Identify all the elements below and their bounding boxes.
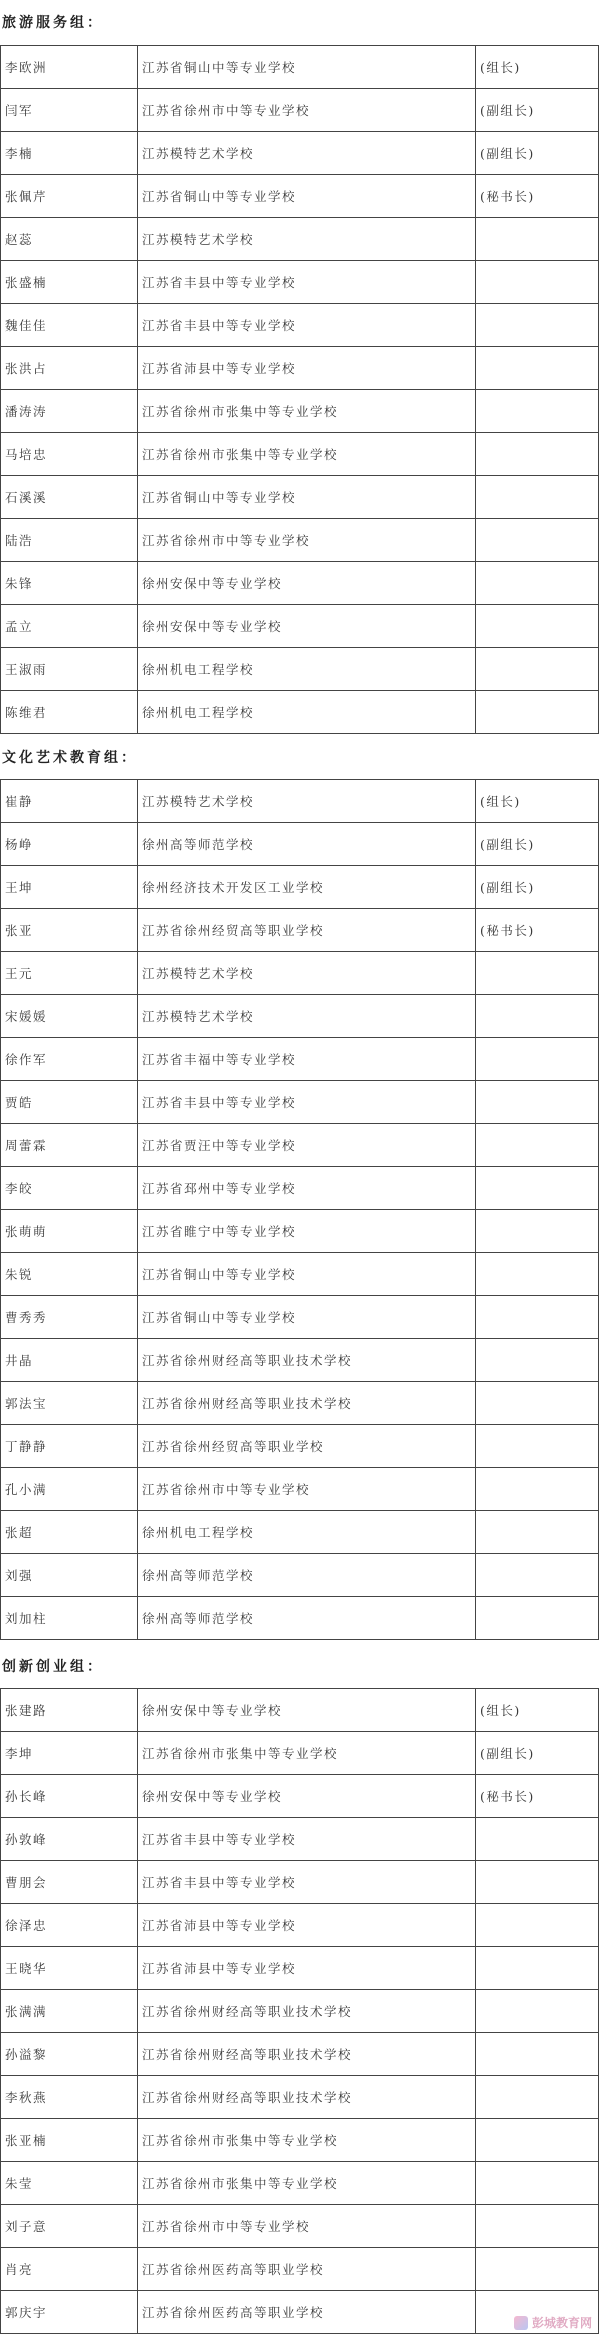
role-cell <box>476 648 599 691</box>
table-row <box>1 995 599 1038</box>
school-cell: 江苏省徐州市张集中等专业学校 <box>138 2162 476 2205</box>
table-row <box>1 2076 599 2119</box>
member-name-cell: 孙溢黎 <box>1 2033 138 2076</box>
table-row <box>1 433 599 476</box>
table-row <box>1 390 599 433</box>
member-name-cell: 贾皓 <box>1 1081 138 1124</box>
member-name-cell: 王坤 <box>1 866 138 909</box>
member-name-cell: 刘加柱 <box>1 1597 138 1640</box>
table-row <box>1 1511 599 1554</box>
role-cell: (秘书长) <box>476 1775 599 1818</box>
member-name-cell: 孟立 <box>1 605 138 648</box>
role-cell <box>476 1468 599 1511</box>
member-name-cell: 朱莹 <box>1 2162 138 2205</box>
school-cell: 徐州机电工程学校 <box>138 1511 476 1554</box>
member-name-cell: 王淑雨 <box>1 648 138 691</box>
role-cell <box>476 1511 599 1554</box>
role-cell <box>476 2076 599 2119</box>
role-cell <box>476 1554 599 1597</box>
role-cell: (副组长) <box>476 89 599 132</box>
school-cell: 江苏省贾汪中等专业学校 <box>138 1124 476 1167</box>
table-row <box>1 1990 599 2033</box>
school-cell: 江苏省铜山中等专业学校 <box>138 175 476 218</box>
school-cell: 徐州高等师范学校 <box>138 823 476 866</box>
school-cell: 江苏省徐州财经高等职业技术学校 <box>138 1382 476 1425</box>
member-name-cell: 曹朋会 <box>1 1861 138 1904</box>
school-cell: 江苏模特艺术学校 <box>138 218 476 261</box>
tourism-group-table <box>0 45 599 734</box>
member-name-cell: 潘涛涛 <box>1 390 138 433</box>
table-row <box>1 1425 599 1468</box>
role-cell <box>476 2205 599 2248</box>
table-row <box>1 1861 599 1904</box>
role-cell: (组长) <box>476 780 599 823</box>
school-cell: 江苏省铜山中等专业学校 <box>138 1253 476 1296</box>
role-cell <box>476 218 599 261</box>
role-cell: (副组长) <box>476 823 599 866</box>
school-cell: 江苏省沛县中等专业学校 <box>138 347 476 390</box>
table-row <box>1 46 599 89</box>
member-name-cell: 王元 <box>1 952 138 995</box>
school-cell: 江苏省丰县中等专业学校 <box>138 1818 476 1861</box>
role-cell <box>476 1339 599 1382</box>
school-cell: 江苏省徐州市张集中等专业学校 <box>138 1732 476 1775</box>
role-cell <box>476 1597 599 1640</box>
table-row <box>1 1732 599 1775</box>
school-cell: 徐州高等师范学校 <box>138 1597 476 1640</box>
school-cell: 江苏省铜山中等专业学校 <box>138 476 476 519</box>
member-name-cell: 张满满 <box>1 1990 138 2033</box>
school-cell: 江苏省铜山中等专业学校 <box>138 1296 476 1339</box>
role-cell: (副组长) <box>476 1732 599 1775</box>
table-row <box>1 1339 599 1382</box>
table-row <box>1 1253 599 1296</box>
school-cell: 江苏省丰县中等专业学校 <box>138 1081 476 1124</box>
member-name-cell: 李楠 <box>1 132 138 175</box>
school-cell: 徐州安保中等专业学校 <box>138 605 476 648</box>
role-cell <box>476 1818 599 1861</box>
member-name-cell: 马培忠 <box>1 433 138 476</box>
role-cell <box>476 562 599 605</box>
role-cell <box>476 2248 599 2291</box>
school-cell: 江苏省徐州市中等专业学校 <box>138 89 476 132</box>
member-name-cell: 郭法宝 <box>1 1382 138 1425</box>
table-row <box>1 1210 599 1253</box>
school-cell: 江苏省徐州经贸高等职业学校 <box>138 1425 476 1468</box>
role-cell <box>476 1081 599 1124</box>
culture-art-group-table <box>0 779 599 1640</box>
school-cell: 江苏省徐州市中等专业学校 <box>138 519 476 562</box>
school-cell: 江苏模特艺术学校 <box>138 780 476 823</box>
role-cell <box>476 304 599 347</box>
innovation-group-table <box>0 1688 599 2334</box>
school-cell: 徐州安保中等专业学校 <box>138 1689 476 1732</box>
member-name-cell: 李皎 <box>1 1167 138 1210</box>
table-row <box>1 519 599 562</box>
school-cell: 江苏省沛县中等专业学校 <box>138 1947 476 1990</box>
school-cell: 江苏省徐州财经高等职业技术学校 <box>138 2033 476 2076</box>
watermark-logo-icon <box>514 2316 528 2330</box>
role-cell <box>476 476 599 519</box>
member-name-cell: 张萌萌 <box>1 1210 138 1253</box>
member-name-cell: 魏佳佳 <box>1 304 138 347</box>
member-name-cell: 曹秀秀 <box>1 1296 138 1339</box>
school-cell: 江苏省徐州医药高等职业学校 <box>138 2248 476 2291</box>
role-cell <box>476 1904 599 1947</box>
school-cell: 江苏省睢宁中等专业学校 <box>138 1210 476 1253</box>
table-row <box>1 2033 599 2076</box>
table-row <box>1 691 599 734</box>
role-cell <box>476 1990 599 2033</box>
member-name-cell: 杨峥 <box>1 823 138 866</box>
member-name-cell: 石溪溪 <box>1 476 138 519</box>
role-cell <box>476 433 599 476</box>
role-cell <box>476 1167 599 1210</box>
table-row <box>1 605 599 648</box>
table-row <box>1 1818 599 1861</box>
school-cell: 江苏省徐州经贸高等职业学校 <box>138 909 476 952</box>
member-name-cell: 徐泽忠 <box>1 1904 138 1947</box>
school-cell: 江苏省铜山中等专业学校 <box>138 46 476 89</box>
school-cell: 江苏省徐州财经高等职业技术学校 <box>138 2076 476 2119</box>
school-cell: 江苏省徐州医药高等职业学校 <box>138 2291 476 2334</box>
member-name-cell: 刘强 <box>1 1554 138 1597</box>
table-row <box>1 866 599 909</box>
role-cell <box>476 1210 599 1253</box>
role-cell <box>476 261 599 304</box>
member-name-cell: 郭庆宇 <box>1 2291 138 2334</box>
table-row <box>1 2119 599 2162</box>
role-cell <box>476 519 599 562</box>
school-cell: 江苏省邳州中等专业学校 <box>138 1167 476 1210</box>
table-row <box>1 1775 599 1818</box>
member-name-cell: 闫军 <box>1 89 138 132</box>
school-cell: 江苏模特艺术学校 <box>138 952 476 995</box>
table-row <box>1 1081 599 1124</box>
member-name-cell: 陆浩 <box>1 519 138 562</box>
school-cell: 江苏模特艺术学校 <box>138 132 476 175</box>
member-name-cell: 张超 <box>1 1511 138 1554</box>
table-row <box>1 780 599 823</box>
role-cell <box>476 1425 599 1468</box>
table-row <box>1 175 599 218</box>
table-row <box>1 1296 599 1339</box>
member-name-cell: 张洪占 <box>1 347 138 390</box>
member-name-cell: 张盛楠 <box>1 261 138 304</box>
member-name-cell: 陈维君 <box>1 691 138 734</box>
school-cell: 徐州经济技术开发区工业学校 <box>138 866 476 909</box>
member-name-cell: 李欧洲 <box>1 46 138 89</box>
member-name-cell: 张建路 <box>1 1689 138 1732</box>
role-cell <box>476 1296 599 1339</box>
table-row <box>1 2162 599 2205</box>
table-row <box>1 1689 599 1732</box>
school-cell: 江苏省丰县中等专业学校 <box>138 261 476 304</box>
member-name-cell: 朱锋 <box>1 562 138 605</box>
table-row <box>1 648 599 691</box>
school-cell: 江苏省沛县中等专业学校 <box>138 1904 476 1947</box>
school-cell: 徐州安保中等专业学校 <box>138 1775 476 1818</box>
member-name-cell: 徐作军 <box>1 1038 138 1081</box>
school-cell: 江苏省丰县中等专业学校 <box>138 1861 476 1904</box>
table-row <box>1 218 599 261</box>
table-row <box>1 261 599 304</box>
table-row <box>1 1554 599 1597</box>
table-row <box>1 1947 599 1990</box>
section-title-culture-art: 文化艺术教育组： <box>2 750 138 766</box>
table-row <box>1 1167 599 1210</box>
school-cell: 江苏省丰县中等专业学校 <box>138 304 476 347</box>
watermark-text: 彭城教育网 <box>531 2316 592 2330</box>
table-row <box>1 1597 599 1640</box>
table-row <box>1 1468 599 1511</box>
member-name-cell: 李坤 <box>1 1732 138 1775</box>
member-name-cell: 周蕾霖 <box>1 1124 138 1167</box>
table-row <box>1 1382 599 1425</box>
role-cell <box>476 347 599 390</box>
role-cell: (秘书长) <box>476 909 599 952</box>
role-cell <box>476 2033 599 2076</box>
table-row <box>1 2291 599 2334</box>
watermark <box>514 2314 592 2331</box>
member-name-cell: 井晶 <box>1 1339 138 1382</box>
table-row <box>1 1904 599 1947</box>
table-row <box>1 2205 599 2248</box>
section-title-innovation: 创新创业组： <box>2 1659 104 1675</box>
school-cell: 江苏省丰福中等专业学校 <box>138 1038 476 1081</box>
school-cell: 徐州机电工程学校 <box>138 648 476 691</box>
member-name-cell: 丁静静 <box>1 1425 138 1468</box>
role-cell <box>476 995 599 1038</box>
school-cell: 江苏省徐州财经高等职业技术学校 <box>138 1339 476 1382</box>
school-cell: 徐州高等师范学校 <box>138 1554 476 1597</box>
table-row <box>1 476 599 519</box>
role-cell <box>476 1124 599 1167</box>
role-cell: (组长) <box>476 1689 599 1732</box>
school-cell: 徐州安保中等专业学校 <box>138 562 476 605</box>
table-row <box>1 304 599 347</box>
table-row <box>1 909 599 952</box>
table-row <box>1 1124 599 1167</box>
member-name-cell: 孔小满 <box>1 1468 138 1511</box>
role-cell <box>476 952 599 995</box>
role-cell <box>476 1861 599 1904</box>
table-row <box>1 562 599 605</box>
member-name-cell: 崔静 <box>1 780 138 823</box>
member-name-cell: 朱锐 <box>1 1253 138 1296</box>
member-name-cell: 李秋燕 <box>1 2076 138 2119</box>
role-cell <box>476 1253 599 1296</box>
role-cell <box>476 605 599 648</box>
table-row <box>1 1038 599 1081</box>
member-name-cell: 孙敦峰 <box>1 1818 138 1861</box>
member-name-cell: 孙长峰 <box>1 1775 138 1818</box>
role-cell <box>476 1382 599 1425</box>
role-cell <box>476 1947 599 1990</box>
table-row <box>1 2248 599 2291</box>
table-row <box>1 347 599 390</box>
school-cell: 江苏省徐州市张集中等专业学校 <box>138 390 476 433</box>
table-row <box>1 952 599 995</box>
role-cell: (副组长) <box>476 866 599 909</box>
role-cell <box>476 691 599 734</box>
role-cell <box>476 2162 599 2205</box>
school-cell: 徐州机电工程学校 <box>138 691 476 734</box>
table-row <box>1 823 599 866</box>
school-cell: 江苏省徐州市中等专业学校 <box>138 1468 476 1511</box>
member-name-cell: 肖亮 <box>1 2248 138 2291</box>
member-name-cell: 张亚楠 <box>1 2119 138 2162</box>
table-row <box>1 89 599 132</box>
school-cell: 江苏省徐州市张集中等专业学校 <box>138 433 476 476</box>
member-name-cell: 王晓华 <box>1 1947 138 1990</box>
role-cell: (秘书长) <box>476 175 599 218</box>
school-cell: 江苏模特艺术学校 <box>138 995 476 1038</box>
role-cell <box>476 390 599 433</box>
role-cell: (副组长) <box>476 132 599 175</box>
member-name-cell: 张亚 <box>1 909 138 952</box>
section-title-tourism: 旅游服务组： <box>2 15 104 31</box>
table-row <box>1 132 599 175</box>
school-cell: 江苏省徐州市中等专业学校 <box>138 2205 476 2248</box>
school-cell: 江苏省徐州市张集中等专业学校 <box>138 2119 476 2162</box>
member-name-cell: 张佩芹 <box>1 175 138 218</box>
member-name-cell: 宋媛媛 <box>1 995 138 1038</box>
role-cell <box>476 2119 599 2162</box>
role-cell: (组长) <box>476 46 599 89</box>
role-cell <box>476 1038 599 1081</box>
school-cell: 江苏省徐州财经高等职业技术学校 <box>138 1990 476 2033</box>
member-name-cell: 刘子意 <box>1 2205 138 2248</box>
member-name-cell: 赵蕊 <box>1 218 138 261</box>
